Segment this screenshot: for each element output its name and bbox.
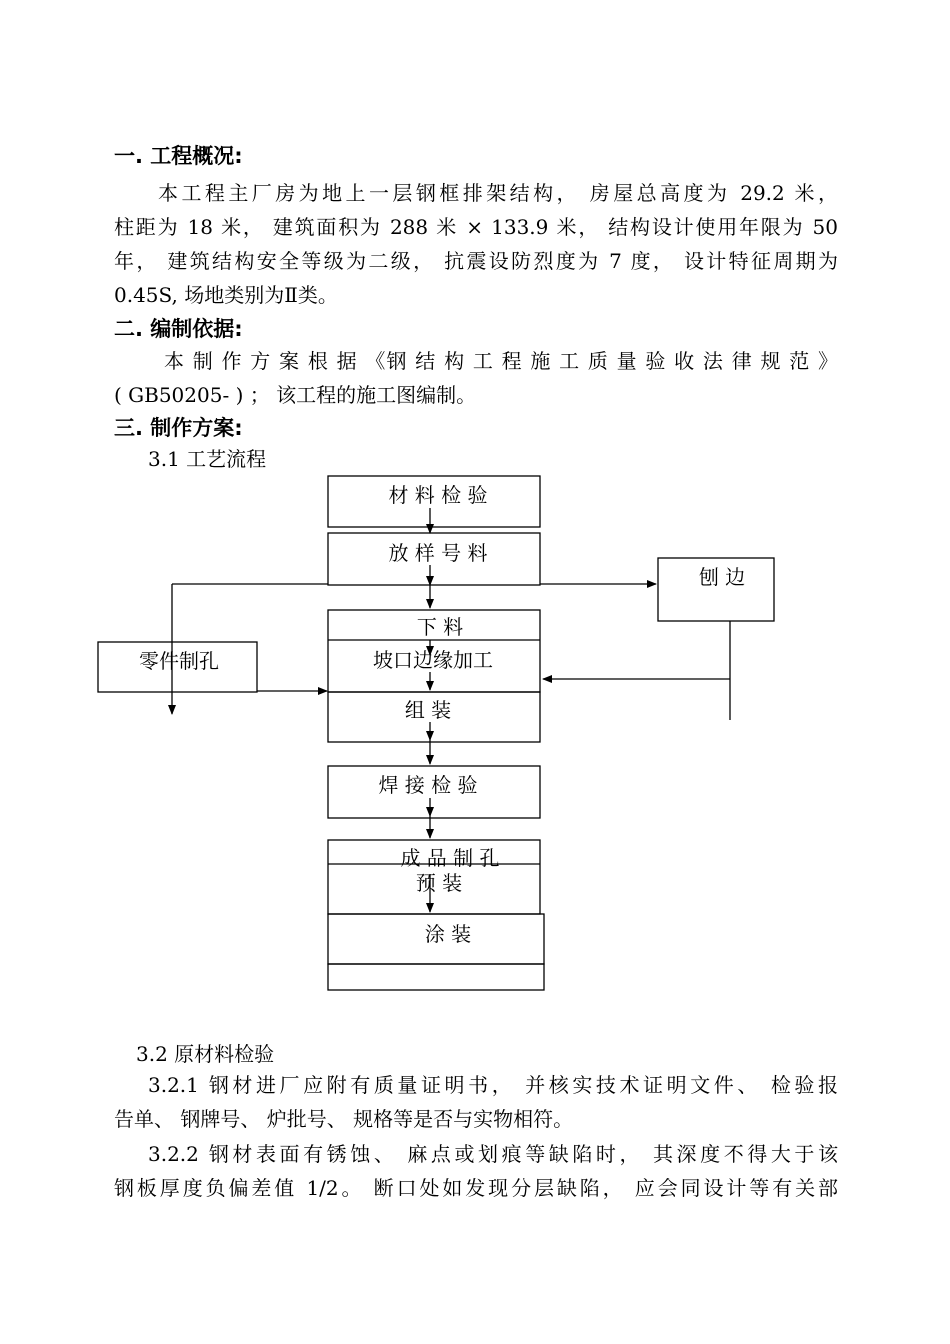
section1-line-3: 年， 建筑结构安全等级为二级， 抗震设防烈度为 7 度， 设计特征周期为 (114, 249, 838, 273)
flow-step-label: 焊 接 检 验 (378, 773, 478, 797)
section1-line-1: 本工程主厂房为地上一层钢框排架结构， 房屋总高度为 29.2 米， (158, 181, 838, 205)
flow-side-label-left: 零件制孔 (139, 649, 219, 673)
flow-step-label: 组 装 (404, 698, 452, 722)
section3-heading: 三. 制作方案: (114, 416, 243, 440)
flow-side-label-right: 刨 边 (698, 565, 746, 589)
subsection-3-2-title: 3.2 原材料检验 (136, 1042, 275, 1066)
paragraph-3-2-2-line-2: 钢板厚度负偏差值 1/2。 断口处如发现分层缺陷， 应会同设计等有关部 (114, 1176, 838, 1200)
flow-step-label: 涂 装 (424, 922, 472, 946)
section2-line-2: ( GB50205- ) ； 该工程的施工图编制。 (114, 383, 477, 407)
section2-heading: 二. 编制依据: (114, 317, 243, 341)
flow-step-label: 材 料 检 验 (388, 483, 488, 507)
flow-step-label: 预 装 (415, 871, 463, 895)
flow-step-label: 下 料 (416, 615, 464, 639)
section1-line-2: 柱距为 18 米， 建筑面积为 288 米 × 133.9 米， 结构设计使用年限为 50 (114, 215, 838, 239)
flow-step-label: 坡口边缘加工 (373, 648, 493, 672)
section1-heading: 一. 工程概况: (114, 144, 243, 168)
section1-line-4: 0.45S, 场地类别为Ⅱ类。 (114, 283, 338, 307)
paragraph-3-2-1-line-2: 告单、 钢牌号、 炉批号、 规格等是否与实物相符。 (114, 1107, 574, 1131)
paragraph-3-2-2-line-1: 3.2.2 钢材表面有锈蚀、 麻点或划痕等缺陷时， 其深度不得大于该 (148, 1142, 838, 1166)
flow-step-label: 放 样 号 料 (388, 541, 488, 565)
flow-step-label: 成 品 制 孔 (400, 846, 500, 870)
subsection-3-1-title: 3.1 工艺流程 (148, 447, 267, 471)
paragraph-3-2-1-line-1: 3.2.1 钢材进厂应附有质量证明书， 并核实技术证明文件、 检验报 (148, 1073, 838, 1097)
section2-line-1: 本 制 作 方 案 根 据 《钢 结 构 工 程 施 工 质 量 验 收 法 律 规 范 》 (164, 349, 838, 373)
flow-box-bottom (328, 964, 544, 990)
